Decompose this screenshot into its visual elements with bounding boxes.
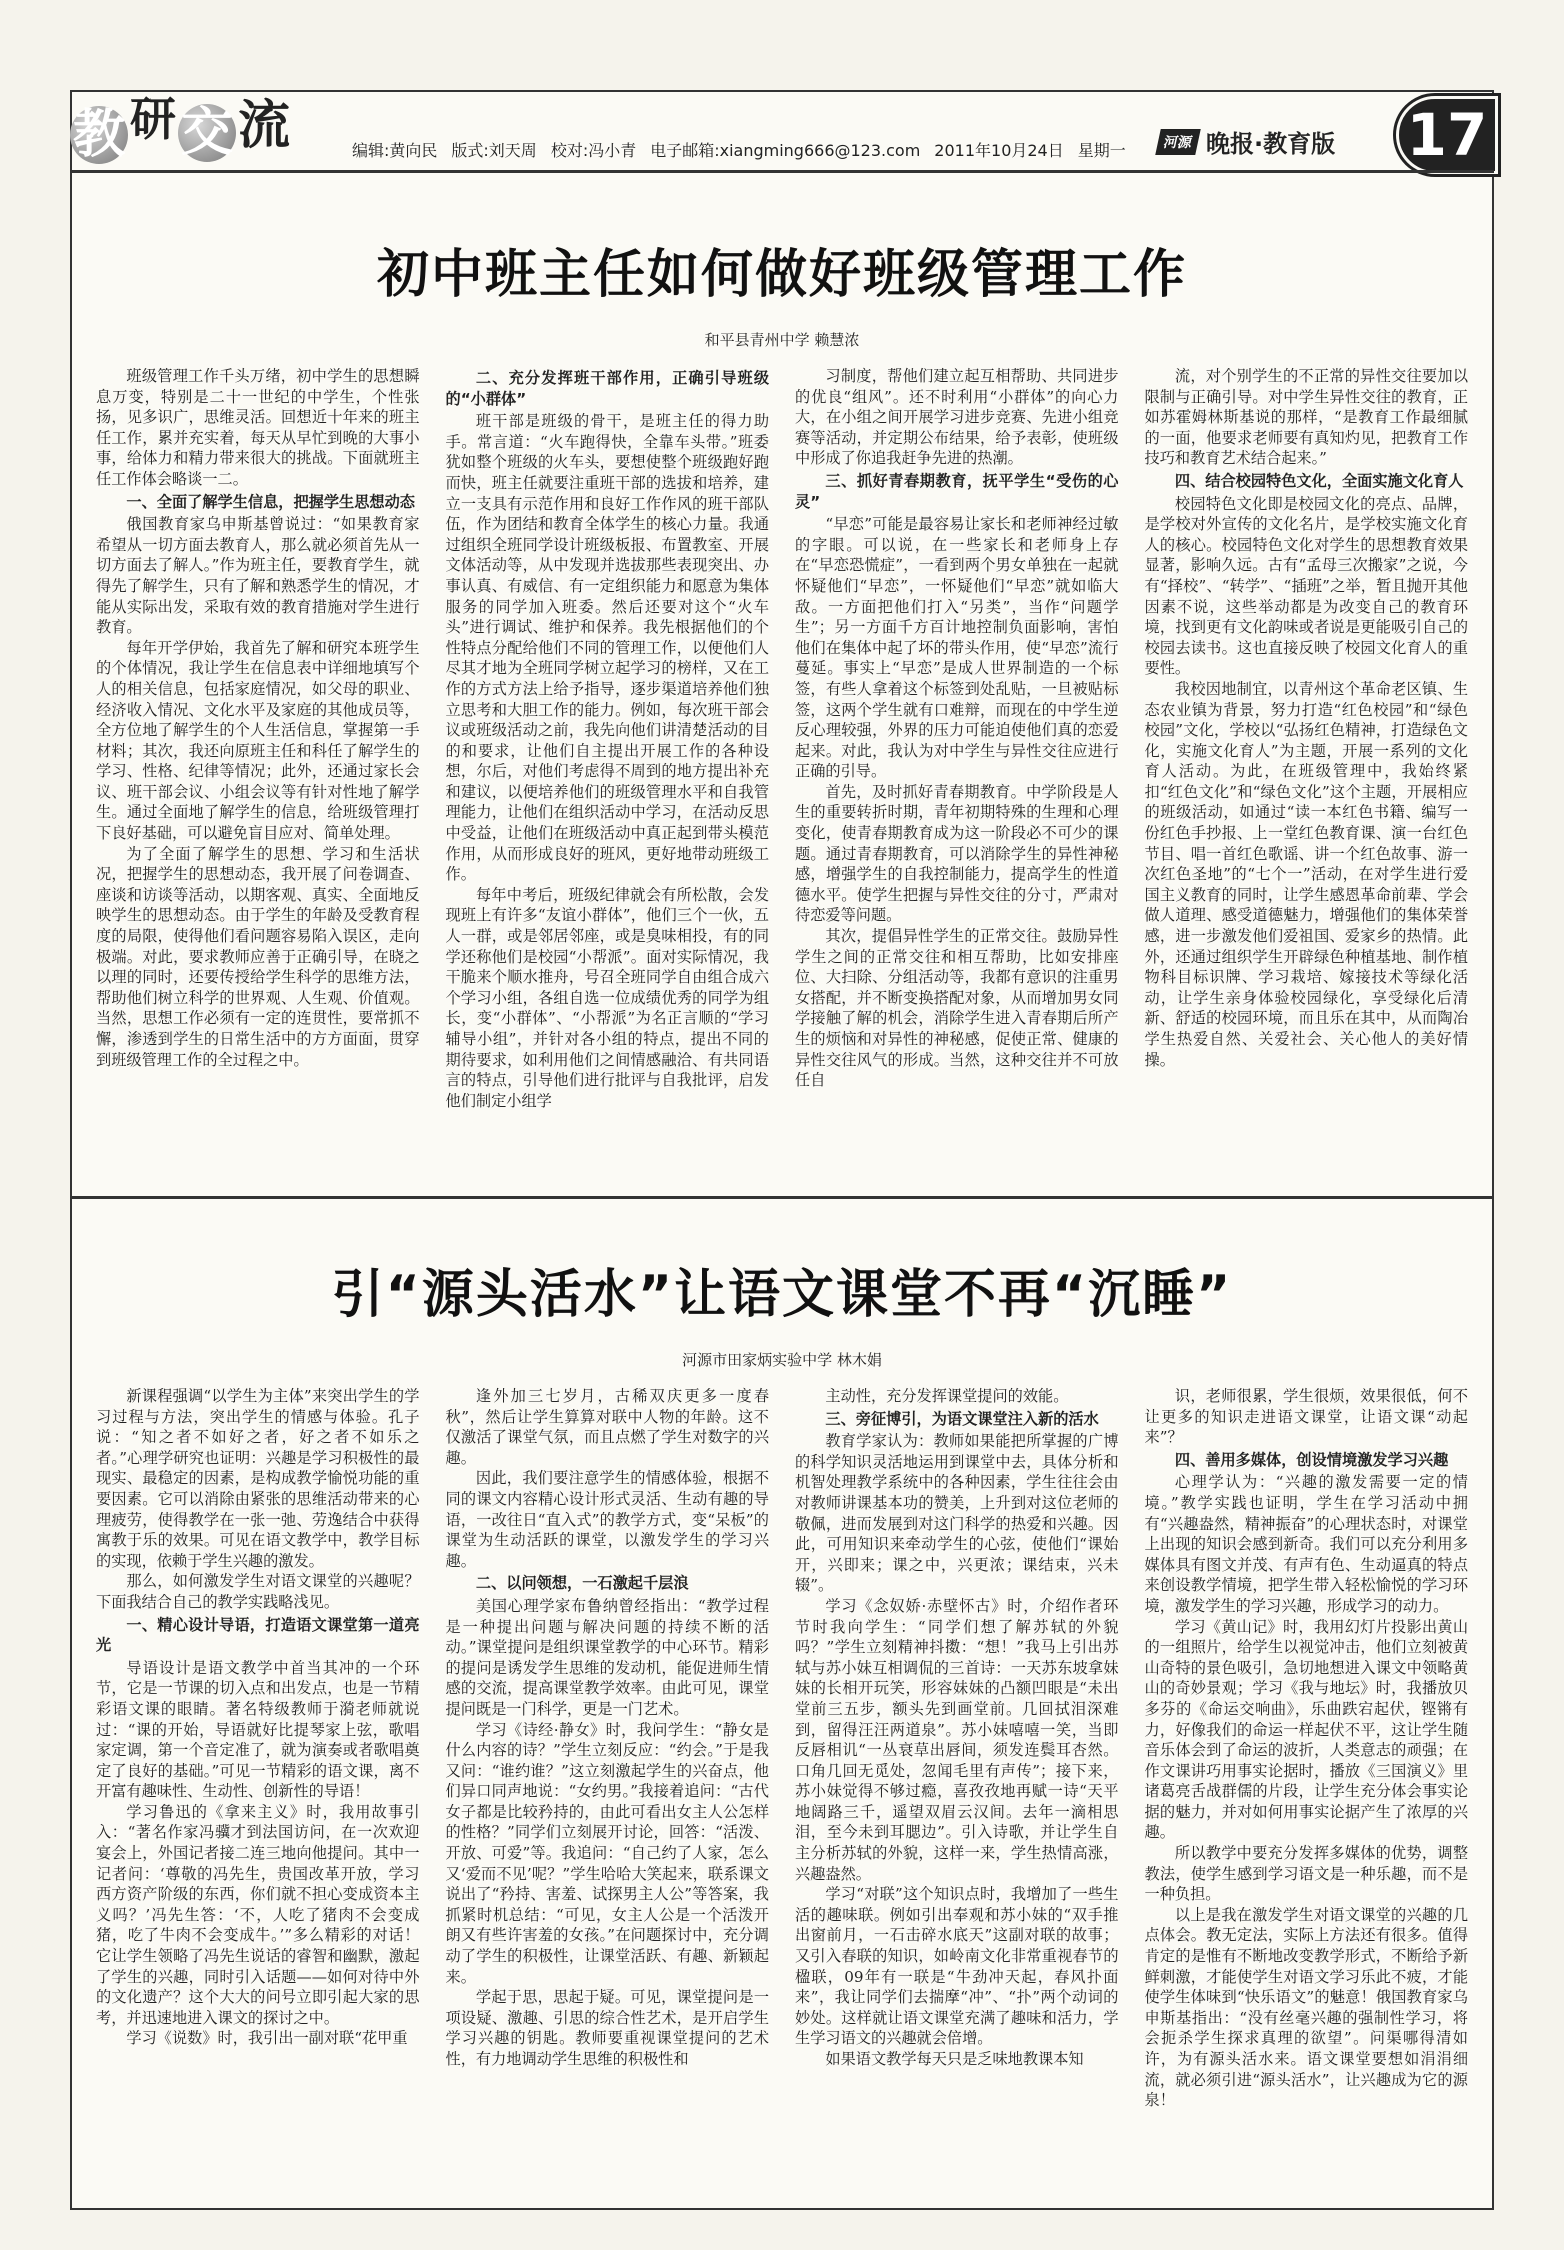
- section-heading: 二、充分发挥班干部作用，正确引导班级的“小群体”: [445, 369, 769, 408]
- paragraph: 其次，提倡异性学生的正常交往。鼓励异性学生之间的正常交往和相互帮助，比如安排座位、大扫除、分组活动等，我都有意识的注重男女搭配，并不断变换搭配对象，从而增加男女同学接触了解的机会，消除学生进入青春期后所产生的烦恼和对异性的神秘感，促使正常、健康的异性交往风气的形成。当然，这种交往并不可放任自: [795, 927, 1119, 1090]
- text-column: [96, 1386, 420, 2226]
- article-1-columns: [96, 366, 1468, 1246]
- text-column: [795, 1386, 1119, 2226]
- paragraph: 每年开学伊始，我首先了解和研究本班学生的个体情况，我让学生在信息表中详细地填写个人的相关信息，包括家庭情况，如父母的职业、经济收入情况、文化水平及家庭的其他成员等，全方位地了解学生的个人生活信息，掌握第一手材料；其次，我还向原班主任和科任了解学生的学习、性格、纪律等情况；此外，还通过家长会议、班干部会议、小组会议等有针对性地了解学生。通过全面地了解学生的信息，给班级管理打下良好基础，可以避免盲目应对、简单处理。: [96, 638, 420, 843]
- paragraph: 如果语文教学每天只是乏味地教课本知: [825, 2050, 1084, 2068]
- article-2: [96, 1252, 1468, 2226]
- issue-date: 2011年10月24日: [934, 141, 1064, 160]
- paragraph: 首先，及时抓好青春期教育。中学阶段是人生的重要转折时期，青年初期特殊的生理和心理变化，使青春期教育成为这一阶段必不可少的课题。通过青春期教育，可以消除学生的异性神秘感，增强学生的自我控制能力，提高学生的性道德水平。使学生把握与异性交往的分寸，严肃对待恋爱等问题。: [795, 782, 1119, 925]
- paragraph: 每年中考后，班级纪律就会有所松散，会发现班上有许多“友谊小群体”，他们三个一伙，五人一群，或是邻居邻座，或是臭味相投，有的同学还称他们是校园“小帮派”。面对实际情况，我干脆来个顺水推舟，号召全班同学自由组合成六个学习小组，各组自选一位成绩优秀的同学为组长，变“小群体”、“小帮派”为名正言顺的“学习辅导小组”，并针对各小组的特点，提出不同的期待要求，如利用他们之间情感融洽、有共同语言的特点，引导他们进行批评与自我批评，启发他们制定小组学: [445, 885, 769, 1110]
- section-heading: 三、旁征博引，为语文课堂注入新的活水: [825, 1409, 1099, 1428]
- paragraph: 班干部是班级的骨干，是班主任的得力助手。常言道：“火车跑得快，全靠车头带。”班委犹如整个班级的火车头，要想使整个班级跑好跑而快，班主任就要注重班干部的选拔和培养，建立一支具有示范作用和良好工作作风的班干部队伍，作为团结和教育全体学生的核心力量。我通过组织全班同学设计班级板报、布置教室、开展文体活动等，从中发现并选拔那些表现突出、办事认真、有威信、有一定组织能力和愿意为集体服务的同学加入班委。然后还要对这个“火车头”进行调试、维护和保养。我先根据他们的个性特点分配给他们不同的管理工作，以便他们人尽其才地为全班同学树立起学习的榜样，又在工作的方式方法上给予指导，逐步渠道培养他们独立思考和大胆工作的能力。例如，每次班干部会议或班级活动之前，我先向他们讲清楚活动的目的和要求，让他们自主提出开展工作的各种设想，尔后，对他们考虑得不周到的地方提出补充和建议，以便培养他们的班级管理水平和自我管理能力，让他们在组织活动中学习，在活动反思中受益，让他们在班级活动中真正起到带头模范作用，从而形成良好的班风，更好地带动班级工作。: [445, 412, 769, 884]
- paragraph: “早恋”可能是最容易让家长和老师神经过敏的字眼。可以说，在一些家长和老师身上存在“早恋恐慌症”，一看到两个男女单独在一起就怀疑他们“早恋”，一怀疑他们“早恋”就如临大敌。一方面把他们打入“另类”，当作“问题学生”；另一方面千方百计地控制负面影响，害怕他们在集体中起了坏的带头作用，使“早恋”流行蔓延。事实上“早恋”是成人世界制造的一个标签，有些人拿着这个标签到处乱贴，一旦被贴标签，这两个学生就有口难辩，而现在的中学生逆反心理较强，外界的压力可能迫使他们真的恋爱起来。对此，我认为对中学生与异性交往应进行正确的引导。: [795, 515, 1119, 781]
- masthead: [70, 90, 1494, 168]
- paragraph: 心理学认为：“兴趣的激发需要一定的情境。”教学实践也证明，学生在学习活动中拥有“兴趣盎然，精神振奋”的心理状态时，对课堂上出现的知识会感到新奇。我们可以充分利用多媒体具有图文并茂、有声有色、生动逼真的特点来创设教学情境，把学生带入轻松愉悦的学习环境，激发学生的学习兴趣，形成学习的动力。: [1144, 1473, 1468, 1615]
- section-title-char: 流: [238, 96, 291, 156]
- paragraph: 学习《说数》时，我引出一副对联“花甲重: [126, 2029, 408, 2048]
- section-title-char: 研: [130, 92, 176, 146]
- paragraph: 因此，我们要注意学生的情感体验，根据不同的课文内容精心设计形式灵活、生动有趣的导语，一改往日“直入式”的教学方式，变“呆板”的课堂为生动活跃的课堂，以激发学生的学习兴趣。: [445, 1469, 769, 1570]
- paragraph: 流，对个别学生的不正常的异性交往要加以限制与正确引导。对中学生异性交往的教育，正如苏霍姆林斯基说的那样，“是教育工作最细腻的一面，他要求老师要有真知灼见，把教育工作技巧和教育艺术结合起来。”: [1144, 367, 1468, 468]
- text-column: [96, 366, 420, 1246]
- paragraph: 我校因地制宜，以青州这个革命老区镇、生态农业镇为背景，努力打造“红色校园”和“绿色校园”文化，学校以“弘扬红色精神，打造绿色文化，实施文化育人”为主题，开展一系列的文化育人活动。为此，在班级管理中，我始终紧扣“红色文化”和“绿色文化”这个主题，开展相应的班级活动，如通过“读一本红色书籍、编写一份红色手抄报、上一堂红色教育课、演一台红色节目、唱一首红色歌谣、讲一个红色故事、游一次红色圣地”的“七个一”活动，在对学生进行爱国主义教育的同时，让学生感恩革命前辈、学会做人道理、感受道德魅力，增强他们的集体荣誉感，进一步激发他们爱祖国、爱家乡的热情。此外，还通过组织学生开辟绿色种植基地、制作植物科目标识牌、学习栽培、嫁接技术等绿化活动，让学生亲身体验校园绿化，享受绿化后清新、舒适的校园环境，而且乐在其中，从而陶冶学生热爱自然、关爱社会、关心他人的美好情操。: [1144, 679, 1468, 1069]
- paragraph: 班级管理工作千头万绪，初中学生的思想瞬息万变，特别是二十一世纪的中学生，个性张扬，见多识广，思维灵活。回想近十年来的班主任工作，累并充实着，每天从早忙到晚的大事小事，给体力和精力带来很大的挑战。下面就班主任工作体会略谈一二。: [96, 367, 420, 488]
- paragraph: 逢外加三七岁月，古稀双庆更多一度春秋”，然后让学生算算对联中人物的年龄。这不仅激活了课堂气氛，而且点燃了学生对数字的兴趣。: [445, 1387, 769, 1467]
- page-number: 17: [1396, 96, 1498, 174]
- header-rule: [70, 170, 1494, 173]
- paragraph: 学习“对联”这个知识点时，我增加了一些生活的趣味联。例如引出奉观和苏小妹的“双手推出窗前月，一石击碎水底天”这副对联的故事；又引入春联的知识，如岭南文化非常重视春节的楹联，09年有一联是“牛劲冲天起，春风扑面来”，我让同学们去揣摩“冲”、“扑”两个动词的妙处。这样就让语文课堂充满了趣味和活力，学生学习语文的兴趣就会倍增。: [795, 1885, 1119, 2048]
- article-2-columns: [96, 1386, 1468, 2226]
- section-heading: 四、善用多媒体，创设情境激发学习兴趣: [1174, 1450, 1449, 1469]
- section-heading: 四、结合校园特色文化，全面实施文化育人: [1174, 471, 1464, 490]
- proof-credit: 校对:冯小青: [550, 141, 637, 160]
- paragraph: 那么，如何激发学生对语文课堂的兴趣呢？下面我结合自己的教学实践略浅见。: [96, 1572, 420, 1611]
- text-column: [1145, 1386, 1469, 2226]
- paper-logo: 河源: [1155, 129, 1201, 155]
- paragraph: 主动性，充分发挥课堂提问的效能。: [825, 1387, 1069, 1405]
- article-1-title: 初中班主任如何做好班级管理工作: [376, 245, 1187, 305]
- article-1: [96, 232, 1468, 1246]
- section-heading: 二、以问领想，一石激起千层浪: [475, 1574, 689, 1593]
- weekday: 星期一: [1077, 141, 1126, 160]
- paragraph: 校园特色文化即是校园文化的亮点、品牌，是学校对外宣传的文化名片，是学校实施文化育人的核心。校园特色文化对学生的思想教育效果显著，影响久远。古有“孟母三次搬家”之说，今有“择校”、“转学”、“插班”之举，暂且抛开其他因素不说，这些举动都是为改变自己的教育环境，找到更有文化韵味或者说是更能吸引自己的校园去读书。这也直接反映了校园文化育人的重要性。: [1144, 494, 1468, 678]
- article-2-title: 引“源头活水”让语文课堂不再“沉睡”: [331, 1265, 1233, 1325]
- paragraph: 教育学家认为：教师如果能把所掌握的广博的科学知识灵活地运用到课堂中去，具体分析和机智处理教学系统中的各种因素，学生往往会由对教师讲课基本功的赞美，上升到对这位老师的敬佩，进而发展到对这门科学的热爱和兴趣。因此，可用知识来牵动学生的心弦，使他们“课始开，兴即来；课之中，兴更浓；课结束，兴未辍”。: [795, 1432, 1119, 1595]
- paragraph: 学习《诗经·静女》时，我问学生：“静女是什么内容的诗？”学生立刻反应：“约会。”于是我又问：“谁约谁？”这立刻激起学生的兴奋点，他们异口同声地说：“女约男。”我接着追问：“古代女子都是比较矜持的，由此可看出女主人公怎样的性格？”同学们立刻展开讨论，回答：“活泼、开放、可爱”等。我追问：“自己约了人家，怎么又‘爱而不见’呢？”学生哈哈大笑起来，联系课文说出了“矜持、害羞、试探男主人公”等答案，我抓紧时机总结：“可见，女主人公是一个活泼开朗又有些许害羞的女孩。”在问题探讨中，充分调动了学生的积极性，让课堂活跃、有趣、新颖起来。: [445, 1720, 769, 1986]
- section-heading: 一、全面了解学生信息，把握学生思想动态: [126, 492, 415, 511]
- paragraph: 所以教学中要充分发挥多媒体的优势，调整教法，使学生感到学习语文是一种乐趣，而不是一种负担。: [1144, 1844, 1468, 1904]
- article-1-byline: 和平县青州中学 赖慧浓: [704, 331, 860, 349]
- paragraph: 美国心理学家布鲁纳曾经指出：“教学过程是一种提出问题与解决问题的持续不断的活动。”课堂提问是组织课堂教学的中心环节。精彩的提问是诱发学生思维的发动机，能促进师生情感的交流，提高课堂教学效率。由此可见，课堂提问既是一门科学，更是一门艺术。: [445, 1596, 769, 1718]
- paragraph: 学习《黄山记》时，我用幻灯片投影出黄山的一组照片，给学生以视觉冲击，他们立刻被黄山奇特的景色吸引，急切地想进入课文中领略黄山的奇妙景观；学习《我与地坛》时，我播放贝多芬的《命运交响曲》，乐曲跌宕起伏，铿锵有力，好像我们的命运一样起伏不平，这让学生随音乐体会到了命运的波折，人类意志的顽强；在作文课讲巧用事实论据时，播放《三国演义》里诸葛亮舌战群儒的片段，让学生充分体会事实论据的魅力，并对如何用事实论据产生了浓厚的兴趣。: [1144, 1617, 1468, 1842]
- section-title-char: 交: [178, 104, 236, 162]
- paragraph: 导语设计是语文教学中首当其冲的一个环节，它是一节课的切入点和出发点，也是一节精彩语文课的眼睛。著名特级教师于漪老师就说过：“课的开始，导语就好比提琴家上弦，歌唱家定调，第一个音定准了，就为演奏或者歌唱奠定了良好的基础。”可见一节精彩的语文课，离不开富有趣味性、生动性、创新性的导语！: [96, 1658, 420, 1801]
- article-2-byline: 河源市田家炳实验中学 林木娟: [682, 1351, 882, 1369]
- paragraph: 为了全面了解学生的思想、学习和生活状况，把握学生的思想动态，我开展了问卷调查、座谈和访谈等活动，以期客观、真实、全面地反映学生的思想动态。由于学生的年龄及受教育程度的局限，使得他们看问题容易陷入误区，走向极端。对此，要求教师应善于正确引导，在晓之以理的同时，还要传授给学生科学的思维方法，帮助他们树立科学的世界观、人生观、价值观。当然，思想工作必须有一定的连贯性，要常抓不懈，渗透到学生的日常生活中的方方面面，贯穿到班级管理工作的全过程之中。: [96, 844, 420, 1069]
- layout-credit: 版式:刘天周: [451, 141, 537, 160]
- text-column: [446, 1386, 770, 2226]
- section-title: [70, 92, 292, 168]
- paragraph: 俄国教育家乌申斯基曾说过：“如果教育家希望从一切方面去教育人，那么就必须首先从一切方面去了解人。”作为班主任，要教育学生，就得先了解学生，只有了解和熟悉学生的情况，才能从实际出发，采取有效的教育措施对学生进行教育。: [96, 515, 420, 637]
- paragraph: 学起于思，思起于疑。可见，课堂提问是一项设疑、激趣、引思的综合性艺术，是开启学生学习兴趣的钥匙。教师要重视课堂提问的艺术性，有力地调动学生思维的积极性和: [445, 1988, 769, 2068]
- editor-credit: 编辑:黄向民: [352, 141, 438, 160]
- paragraph: 学习鲁迅的《拿来主义》时，我用故事引入：“著名作家冯骥才到法国访问，在一次欢迎宴会上，外国记者接二连三地向他提问。其中一记者问：‘尊敬的冯先生，贵国改革开放，学习西方资产阶级的东西，你们就不担心变成资本主义吗？’冯先生答：‘不，人吃了猪肉不会变成猪，吃了牛肉不会变成牛。’”多么精彩的对话！它让学生领略了冯先生说话的睿智和幽默，激起了学生的兴趣，同时引入话题——如何对待中外的文化遗产？这个大大的问号立即引起大家的思考，并迅速地进入课文的探讨之中。: [96, 1802, 420, 2027]
- text-column: [1145, 366, 1469, 1246]
- email: 电子邮箱:xiangming666@123.com: [650, 141, 921, 160]
- paragraph: 学习《念奴娇·赤壁怀古》时，介绍作者环节时我向学生：“同学们想了解苏轼的外貌吗？”学生立刻精神抖擞：“想！”我马上引出苏轼与苏小妹互相调侃的三首诗：一天苏东坡拿妹妹的长相开玩笑，形容妹妹的凸额凹眼是“未出堂前三五步，额头先到画堂前。几回拭泪深难到，留得汪汪两道泉”。苏小妹嘻嘻一笑，当即反唇相讥“一丛衰草出唇间，须发连鬓耳杏然。口角几回无觅处，忽闻毛里有声传”；接下来，苏小妹觉得不够过瘾，喜孜孜地再赋一诗“天平地阔路三千，遥望双眉云汉间。去年一滴相思泪，至今未到耳腮边”。引入诗歌，并让学生自主分析苏轼的外貌，这样一来，学生热情高涨，兴趣盎然。: [795, 1596, 1119, 1883]
- paper-name: 晚报·教育版: [1206, 130, 1336, 158]
- paper-brand: [1158, 124, 1335, 159]
- paragraph: 习制度，帮他们建立起互相帮助、共同进步的优良“组风”。还不时利用“小群体”的向心力大，在小组之间开展学习进步竞赛、先进小组竞赛等活动，并定期公布结果，给予表彰，使班级中形成了你追我赶争先进的热潮。: [795, 367, 1119, 468]
- article-divider: [70, 1196, 1494, 1199]
- paragraph: 新课程强调“以学生为主体”来突出学生的学习过程与方法，突出学生的情感与体验。孔子说：“知之者不如好之者，好之者不如乐之者。”心理学研究也证明：兴趣是学习积极性的最现实、最稳定的因素，是构成教学愉悦功能的重要因素。它可以消除由紧张的思维活动带来的心理疲劳，使得教学在一张一弛、劳逸结合中获得寓教于乐的效果。可见在语文教学中，教学目标的实现，依赖于学生兴趣的激发。: [96, 1387, 420, 1570]
- section-heading: 三、抓好青春期教育，抚平学生“受伤的心灵”: [795, 471, 1119, 511]
- text-column: [795, 366, 1119, 1246]
- paragraph: 以上是我在激发学生对语文课堂的兴趣的几点体会。教无定法，实际上方法还有很多。值得肯定的是惟有不断地改变教学形式，不断给予新鲜刺激，才能使学生对语文学习乐此不疲，才能使学生体味到“快乐语文”的魅意！俄国教育家乌申斯基指出：“没有丝毫兴趣的强制性学习，将会扼杀学生探求真理的欲望”。问渠哪得清如许，为有源头活水来。语文课堂要想如涓涓细流，就必须引进“源头活水”，让兴趣成为它的源泉！: [1144, 1905, 1468, 2110]
- paragraph: 识，老师很累，学生很烦，效果很低，何不让更多的知识走进语文课堂，让语文课“动起来”？: [1144, 1387, 1468, 1447]
- section-heading: 一、精心设计导语，打造语文课堂第一道亮光: [96, 1615, 420, 1655]
- section-title-char: 教: [70, 106, 128, 164]
- credits-line: [352, 138, 1126, 161]
- text-column: [446, 366, 770, 1246]
